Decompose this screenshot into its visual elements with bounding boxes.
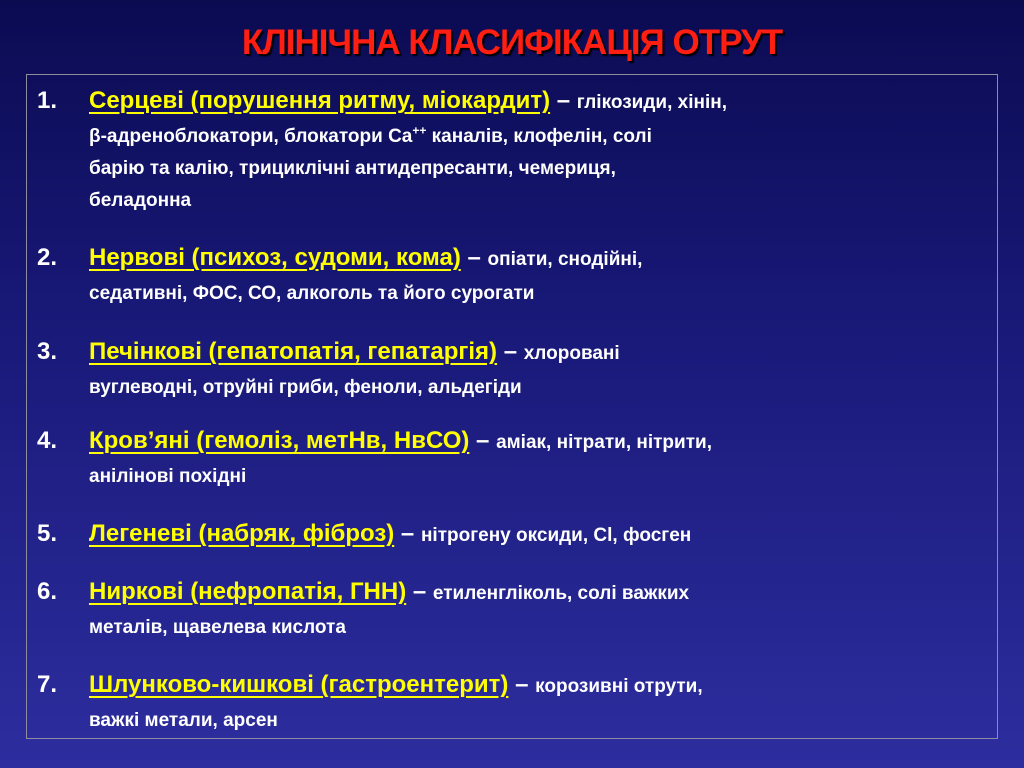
list-item-pulmonary bbox=[37, 517, 992, 554]
item-continuation: вуглеводні, отруйні гриби, феноли, альдегіди bbox=[89, 377, 522, 398]
item-continuation: металів, щавелева кислота bbox=[89, 617, 346, 638]
item-number: 2. bbox=[37, 244, 58, 271]
item-line-suffix: каналів, клофелін, солі bbox=[426, 126, 652, 147]
list-item-cardiac bbox=[37, 84, 992, 217]
item-dash: – bbox=[497, 338, 524, 365]
item-dash: – bbox=[394, 520, 421, 547]
list-item-renal bbox=[37, 575, 992, 644]
item-continuation: анілінові похідні bbox=[89, 466, 247, 487]
list-item-hepatic bbox=[37, 335, 992, 404]
item-description: опіати, снодійні, bbox=[487, 249, 643, 270]
item-dash: – bbox=[460, 244, 488, 271]
list-item-blood bbox=[37, 424, 992, 493]
item-dash: – bbox=[508, 671, 536, 698]
item-description: нітрогену оксиди, Cl, фосген bbox=[420, 525, 692, 546]
item-description: корозивні отрути, bbox=[535, 676, 703, 697]
item-heading: Печінкові (гепатопатія, гепатаргія) bbox=[89, 338, 498, 365]
slide-title: КЛІНІЧНА КЛАСИФІКАЦІЯ ОТРУТ bbox=[241, 23, 783, 62]
content-box bbox=[26, 74, 998, 739]
item-continuation: седативні, ФОС, СО, алкоголь та його сурогати bbox=[89, 283, 535, 304]
item-number: 3. bbox=[37, 338, 58, 365]
item-heading: Шлунково-кишкові (гастроентерит) bbox=[89, 671, 509, 698]
item-number: 4. bbox=[37, 427, 58, 454]
item-heading: Ниркові (нефропатія, ГНН) bbox=[89, 578, 407, 605]
item-description: етиленгліколь, солі важких bbox=[432, 583, 690, 604]
item-number: 5. bbox=[37, 520, 58, 547]
item-number: 7. bbox=[37, 671, 58, 698]
item-number: 1. bbox=[37, 87, 58, 114]
item-continuation: важкі метали, арсен bbox=[89, 710, 278, 731]
item-line-text: β-адреноблокатори, блокатори Ca bbox=[89, 126, 413, 147]
list-item-nervous bbox=[37, 241, 992, 310]
item-dash: – bbox=[469, 427, 497, 454]
item-heading: Кров’яні (гемоліз, метНв, НвСО) bbox=[89, 427, 470, 454]
item-heading: Серцеві (порушення ритму, міокардит) bbox=[89, 87, 551, 114]
item-continuation: барію та калію, трициклічні антидепресанти, чемериця, bbox=[89, 158, 616, 179]
item-heading: Легеневі (набряк, фіброз) bbox=[89, 520, 395, 547]
item-number: 6. bbox=[37, 578, 58, 605]
item-heading: Нервові (психоз, судоми, кома) bbox=[89, 244, 461, 271]
superscript: ++ bbox=[412, 123, 427, 138]
item-description: аміак, нітрати, нітрити, bbox=[496, 432, 712, 453]
item-description: хлоровані bbox=[523, 343, 620, 364]
list-item-gastrointestinal bbox=[37, 668, 992, 737]
item-description: глікозиди, хінін, bbox=[576, 92, 727, 113]
item-dash: – bbox=[550, 87, 577, 114]
item-continuation bbox=[89, 121, 992, 153]
item-dash: – bbox=[406, 578, 433, 605]
item-continuation: беладонна bbox=[89, 190, 192, 211]
